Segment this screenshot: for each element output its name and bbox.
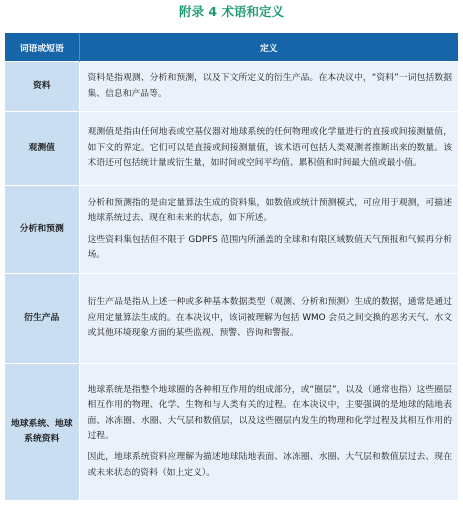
definition-cell bbox=[79, 364, 458, 501]
definition-cell bbox=[79, 62, 458, 112]
table-row bbox=[5, 364, 458, 501]
definition-paragraph: 衍生产品是指从上述一种或多种基本数据类型（观测、分析和预测）生成的数据，通常是通过应用定量算法生成的。在本决议中，该词被理解为包括 WMO 会员之间交换的恶劣天气、水文或其他环境现象方面的某些监视、预警、咨询和警报。 bbox=[87, 297, 452, 339]
column-header-definition: 定义 bbox=[79, 33, 458, 62]
definition-cell bbox=[79, 274, 458, 364]
term-cell: 地球系统、地球系统资料 bbox=[5, 364, 79, 501]
table-row bbox=[5, 186, 458, 274]
table-row bbox=[5, 112, 458, 186]
definition-paragraph: 因此，地球系统资料应理解为描述地球陆地表面、冰冻圈、水圈、大气层和数值层过去、现在或未来状态的资料（如上定义）。 bbox=[87, 452, 452, 478]
column-header-term: 词语或短语 bbox=[5, 33, 79, 62]
definition-cell bbox=[79, 112, 458, 186]
definition-paragraph: 地球系统是指整个地球圈的各种相互作用的组成部分，或“圈层”，以及（通常也指）这些圈层相互作用的物理、化学、生物和与人类有关的过程。在本决议中，主要强调的是地球的陆地表面、冰冻圈、水圈、大气层和数值层，以及这些圈层内发生的物理和化学过程及其相互作用的过程。 bbox=[87, 384, 452, 441]
table-row bbox=[5, 274, 458, 364]
definition-paragraph: 资料是指观测、分析和预测，以及下文所定义的衍生产品。在本决议中，“资料”一词包括数据集、信息和产品等。 bbox=[87, 73, 452, 99]
term-cell: 衍生产品 bbox=[5, 274, 79, 364]
term-cell: 分析和预测 bbox=[5, 186, 79, 274]
table-header-row bbox=[5, 33, 458, 62]
definition-paragraph: 观测值是指由任何地表或空基仪器对地球系统的任何物理或化学量进行的直接或间接测量值，如下文的界定。它们可以是直接或间接测量值，该术语可包括人类观测者推断出来的数量。该术语还可包括统计量或衍生量，如时间或空间平均值、累积值和时间最大值或最小值。 bbox=[87, 127, 452, 169]
table-row bbox=[5, 62, 458, 112]
term-cell: 观测值 bbox=[5, 112, 79, 186]
terms-table bbox=[5, 33, 458, 500]
definition-paragraph: 这些资料集包括但不限于 GDPFS 范围内所涵盖的全球和有限区域数值天气预报和气候再分析场。 bbox=[87, 234, 452, 260]
definition-cell bbox=[79, 186, 458, 274]
term-cell: 资料 bbox=[5, 62, 79, 112]
appendix-title: 附录 4 术语和定义 bbox=[179, 4, 284, 19]
definition-paragraph: 分析和预测指的是由定量算法生成的资料集，如数值或统计预测模式，可应用于观测，可描述地球系统过去、现在和未来的状态，如下所述。 bbox=[87, 197, 452, 224]
